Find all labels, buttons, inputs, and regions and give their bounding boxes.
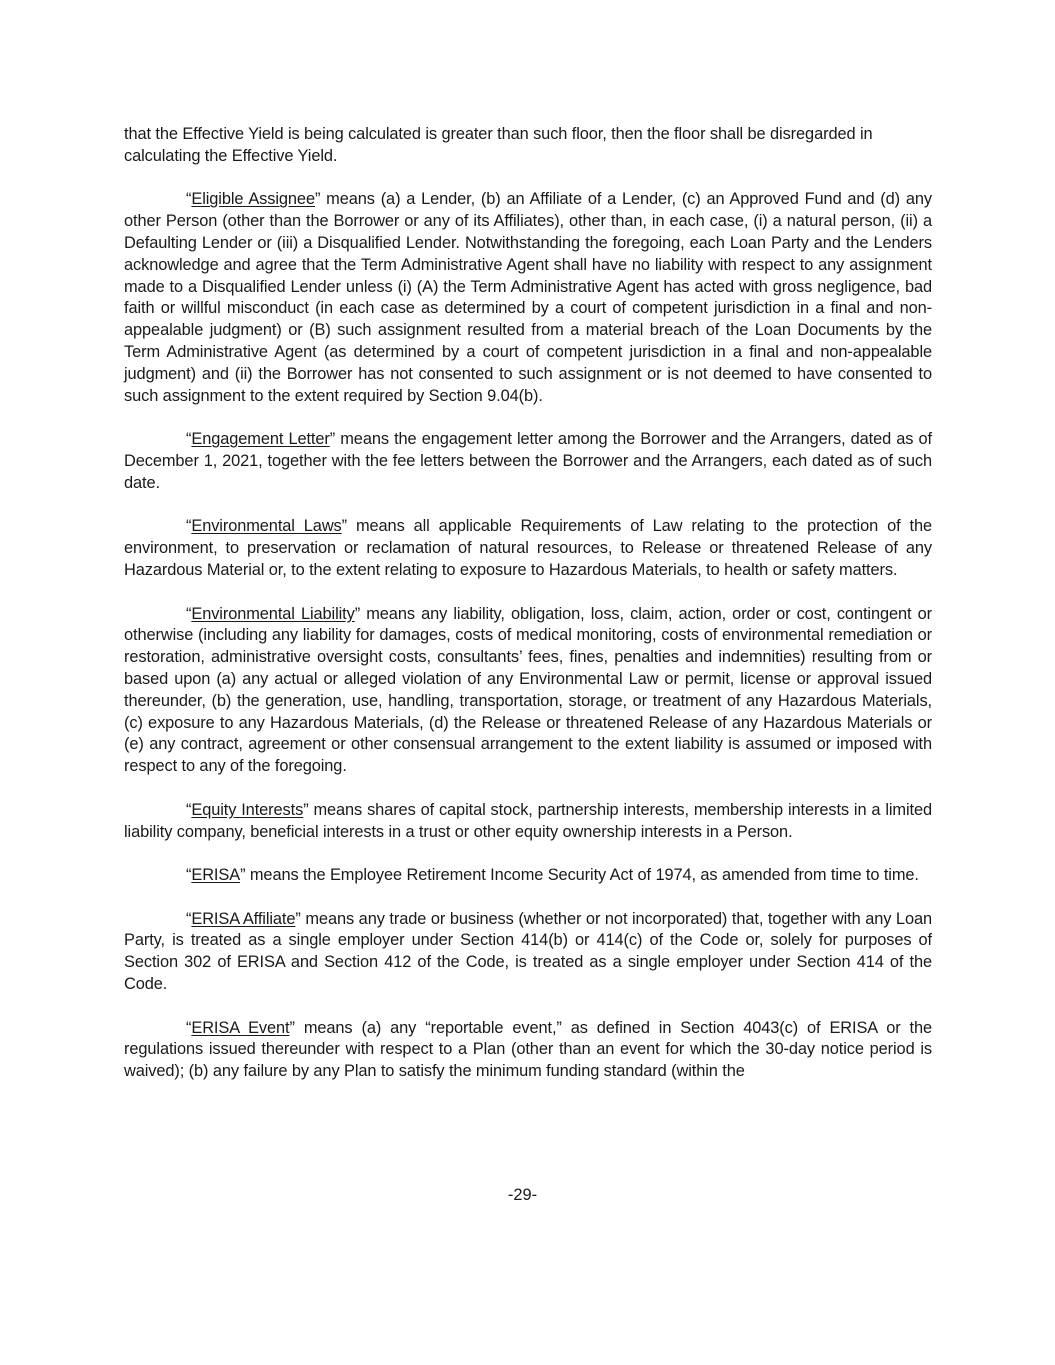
definition-environmental-laws bbox=[124, 516, 932, 581]
open-quote: “ bbox=[186, 430, 192, 449]
open-quote: “ bbox=[186, 866, 192, 885]
defined-term: ERISA bbox=[191, 866, 241, 885]
defined-term: Equity Interests bbox=[191, 800, 304, 819]
definition-body: means (a) any “reportable event,” as defined in Section 4043(c) of ERISA or the regulations issued thereunder with respect to a Plan (other than an event for which the 30-day notice period is waived); (b) any failure by any Plan to satisfy the minimum funding standard (within the bbox=[124, 1018, 932, 1081]
open-quote: “ bbox=[186, 909, 192, 928]
close-quote: ” bbox=[295, 909, 301, 928]
definition-engagement-letter bbox=[124, 429, 932, 494]
open-quote: “ bbox=[186, 517, 192, 536]
definition-body: means the engagement letter among the Borrower and the Arrangers, dated as of December 1, 2021, together with the fee letters between the Borrower and the Arrangers, each dated as of such date. bbox=[124, 430, 933, 492]
definition-body: means (a) a Lender, (b) an Affiliate of a Lender, (c) an Approved Fund and (d) any other Person (other than the Borrower or any of its Affiliates), other than, in each case, (i) a natural person, (ii) a Defaulting Lender or (iii) a Disqualified Lender. Notwithstanding the foregoing, each Loan Party and the Lenders acknowledge and agree that the Term Administrative Agent shall have no liability with respect to any assignment made to a Disqualified Lender unless (i) (A) the Term Administrative Agent has acted with gross negligence, bad faith or willful misconduct (in each case as determined by a court of competent jurisdiction in a final and non-appealable judgment) or (B) such assignment resulted from a material breach of the Loan Documents by the Term Administrative Agent (as determined by a court of competent jurisdiction in a final and non-appealable judgment) and (ii) the Borrower has not consented to such assignment or is not deemed to have consented to such assignment to the extent required by Section 9.04(b). bbox=[124, 190, 932, 405]
close-quote: ” bbox=[354, 604, 361, 623]
close-quote: ” bbox=[314, 190, 321, 209]
open-quote: “ bbox=[186, 1018, 192, 1037]
definition-equity-interests bbox=[124, 800, 932, 844]
definition-body: means all applicable Requirements of Law relating to the protection of the environment, to preservation or reclamation of natural resources, to Release or threatened Release of any Hazardous Material or, to the extent relating to exposure to Hazardous Materials, to health or safety matters. bbox=[124, 517, 932, 579]
definition-environmental-liability bbox=[124, 604, 932, 778]
defined-term: Environmental Laws bbox=[191, 517, 342, 536]
open-quote: “ bbox=[186, 604, 192, 623]
page-number: -29- bbox=[507, 1186, 538, 1204]
defined-term: Engagement Letter bbox=[191, 430, 330, 449]
close-quote: ” bbox=[341, 517, 348, 536]
document-body bbox=[124, 124, 932, 1105]
definition-body: means any trade or business (whether or not incorporated) that, together with any Loan Party, is treated as a single employer under Section 414(b) or 414(c) of the Code or, solely for purposes of Section 302 of ERISA and Section 412 of the Code, is treated as a single employer under Section 414 of the Code. bbox=[124, 909, 932, 994]
definition-body: means shares of capital stock, partnership interests, membership interests in a limited liability company, beneficial interests in a trust or other equity ownership interests in a Person. bbox=[124, 800, 932, 841]
definition-erisa-affiliate bbox=[124, 909, 932, 996]
defined-term: Eligible Assignee bbox=[191, 190, 315, 209]
defined-term: ERISA Affiliate bbox=[191, 909, 296, 928]
defined-term: Environmental Liability bbox=[191, 604, 355, 623]
close-quote: ” bbox=[329, 430, 336, 449]
close-quote: ” bbox=[303, 800, 309, 819]
close-quote: ” bbox=[240, 866, 246, 885]
definition-erisa bbox=[118, 865, 932, 887]
intro-paragraph bbox=[124, 124, 932, 168]
definition-body: means the Employee Retirement Income Security Act of 1974, as amended from time to time. bbox=[245, 866, 919, 885]
definition-body: means any liability, obligation, loss, claim, action, order or cost, contingent or otherwise (including any liability for damages, costs of medical monitoring, costs of environmental remediation or restoration, administrative oversight costs, consultants’ fees, fines, penalties and indemnities) resulting from or based upon (a) any actual or alleged violation of any Environmental Law or permit, license or approval issued thereunder, (b) the generation, use, handling, transportation, storage, or treatment of any Hazardous Materials, (c) exposure to any Hazardous Materials, (d) the Release or threatened Release of any Hazardous Materials or (e) any contract, agreement or other consensual arrangement to the extent liability is assumed or imposed with respect to any of the foregoing. bbox=[124, 604, 932, 776]
defined-term: ERISA Event bbox=[191, 1018, 290, 1037]
definition-erisa-event bbox=[124, 1018, 932, 1083]
close-quote: ” bbox=[289, 1018, 295, 1037]
open-quote: “ bbox=[186, 190, 192, 209]
definition-eligible-assignee bbox=[124, 189, 932, 407]
intro-text: that the Effective Yield is being calculated is greater than such floor, then the floor shall be disregarded in calculating the Effective Yield. bbox=[124, 125, 873, 165]
open-quote: “ bbox=[186, 800, 192, 819]
